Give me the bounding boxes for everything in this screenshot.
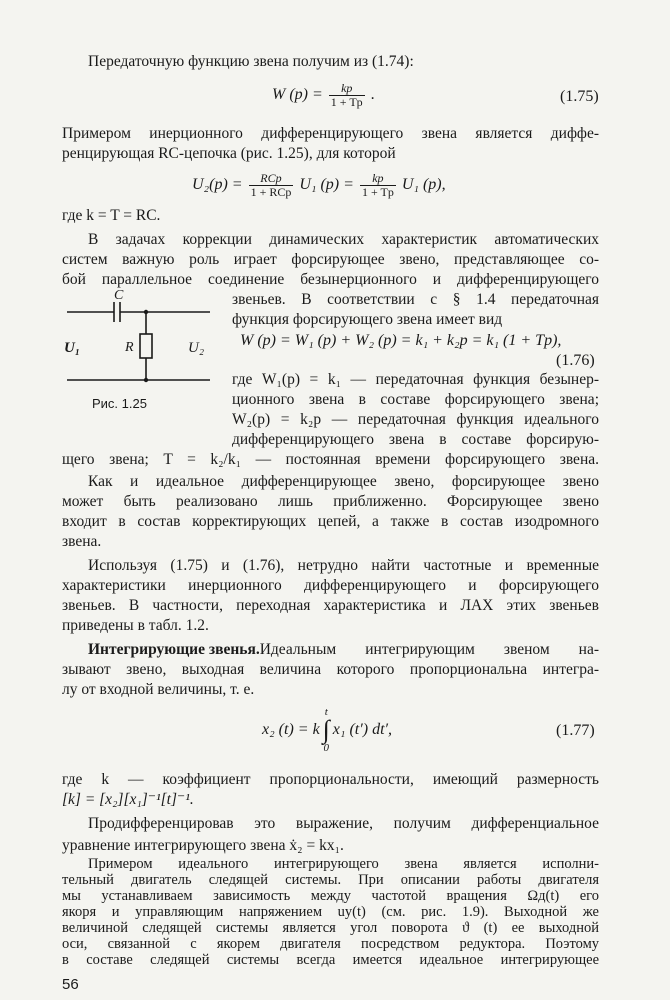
integral-sign: ∫	[322, 715, 330, 744]
para4-line-1: Как и идеальное дифференцирующее звено, форсирующее звено	[88, 473, 599, 490]
eq-rc-frac1-den: 1 + RCp	[250, 185, 292, 199]
para9-line-3: мы устанавливаем зависимость между частотой вращения Ωд(t) его	[62, 888, 599, 904]
eq-rc-mid: U₁ (p) =	[299, 176, 354, 194]
eq-177-upper-limit: t	[324, 706, 328, 718]
para7-line-2: [k] = [x₂][x₁]⁻¹[t]⁻¹.	[62, 791, 194, 808]
para2-line-3: бой параллельное соединение безынерционного и дифференцирующего	[62, 271, 599, 288]
para5-line-4: приведены в табл. 1.2.	[62, 617, 209, 634]
para9-line-6: оси, связанной с якорем двигателя посредством редуктора. Поэтому	[62, 936, 599, 952]
para4-line-3: входит в состав корректирующих цепей, а также в состав изодромного	[62, 513, 599, 530]
page-number: 56	[62, 976, 79, 993]
equation-number-1-76: (1.76)	[556, 352, 595, 369]
equation-number-1-75: (1.75)	[560, 88, 599, 105]
para5-line-2: характеристики инерционного дифференцирующего и форсирующего	[62, 577, 599, 594]
para6-line-3: лу от входной величины, т. е.	[62, 681, 255, 698]
eq-175-numerator: kp	[329, 82, 365, 96]
input-voltage-label: U₁	[64, 340, 81, 356]
eq-rc-frac2-num: kp	[360, 172, 396, 186]
para3-tail-line: щего звена; T = k₂/k₁ — постоянная времени форсирующего звена.	[62, 451, 599, 468]
equation-rc-chain	[192, 172, 446, 199]
eq-rc-lhs: U₂(p) =	[192, 176, 243, 194]
para1-line-1: Примером инерционного дифференцирующего звена является диффе-	[62, 125, 599, 142]
eq-175-lhs: W (p) =	[272, 86, 323, 104]
equation-1-76: W (p) = W₁ (p) + W₂ (p) = k₁ + k₂p = k₁ (1 + Tp),	[240, 332, 562, 349]
para3-right-line-3: W₂(p) = k₂p — передаточная функция идеального	[232, 411, 599, 428]
eq-177-lhs: x₂ (t) = k	[262, 721, 320, 738]
para2-line-2: систем важную роль играет форсирующее звено, представляющее со-	[62, 251, 599, 268]
eq-rc-frac2-den: 1 + Tp	[361, 185, 394, 199]
equation-number-1-77: (1.77)	[556, 722, 595, 739]
para5-line-3: звеньев. В частности, переходная характеристика и ЛАХ этих звеньев	[62, 597, 599, 614]
intro-line: Передаточную функцию звена получим из (1.74):	[88, 53, 414, 70]
para4-line-2: может быть реализовано лишь приближенно. Форсирующее звено	[62, 493, 599, 510]
para2-right-line-2: функция форсирующего звена имеет вид	[232, 311, 503, 328]
eq-175-fraction	[329, 82, 365, 109]
para6-line-1	[88, 640, 599, 660]
para8-line-2: уравнение интегрирующего звена ẋ₂ = kx₁.	[62, 837, 344, 854]
para8-line-1: Продифференцировав это выражение, получим дифференциальное	[88, 815, 599, 832]
eq-rc-fraction-1	[249, 172, 294, 199]
para6-line-2: зывают звено, выходная величина которого пропорциональна интегра-	[62, 661, 599, 678]
resistor-label: R	[125, 340, 134, 355]
eq-rc-frac1-num: RCp	[249, 172, 294, 186]
eq-177-integrand: x₁ (t′) dt′,	[332, 721, 393, 738]
junction-dot-top	[144, 310, 148, 314]
eq-177-lower-limit: 0	[323, 742, 329, 754]
para3-right-line-2: ционного звена в составе форсирующего звена;	[232, 391, 599, 408]
where-line: где k = T = RC.	[62, 207, 161, 224]
resistor-body	[140, 334, 152, 358]
para9-line-1: Примером идеального интегрирующего звена является исполни-	[88, 856, 599, 872]
eq-177-integral	[323, 706, 330, 754]
capacitor-label: C	[114, 290, 124, 303]
para1-line-2: ренцирующая RC-цепочка (рис. 1.25), для которой	[62, 145, 396, 162]
para4-line-4: звена.	[62, 533, 102, 550]
figure-caption: Рис. 1.25	[92, 396, 147, 411]
rc-circuit-diagram	[62, 290, 222, 390]
section-heading-integrating: Интегрирующие звенья.	[88, 641, 260, 658]
para6-line-1-text: Идеальным интегрирующим звеном на-	[259, 641, 599, 658]
para3-right-line-4: дифференцирующего звена в составе форсирую-	[232, 431, 599, 448]
eq-175-denominator: 1 + Tp	[330, 95, 363, 109]
equation-1-77	[262, 706, 392, 754]
para2-line-1: В задачах коррекции динамических характеристик автоматических	[88, 231, 599, 248]
para3-right-line-1: где W₁(p) = k₁ — передаточная функция безынер-	[232, 371, 599, 388]
eq-175-tail: .	[370, 86, 375, 104]
para5-line-1: Используя (1.75) и (1.76), нетрудно найти частотные и временные	[88, 557, 599, 574]
junction-dot-bottom	[144, 378, 148, 382]
para9-line-4: якоря и управляющим напряжением uу(t) (см. рис. 1.9). Выходной же	[62, 904, 599, 920]
eq-rc-tail: U₁ (p),	[401, 176, 446, 194]
para2-right-line-1: звеньев. В соответствии с § 1.4 передаточная	[232, 291, 599, 308]
para7-line-1: где k — коэффициент пропорциональности, имеющий размерность	[62, 771, 599, 788]
eq-rc-fraction-2	[360, 172, 396, 199]
para9-line-7: в составе следящей системы всегда имеется идеальное интегрирующее	[62, 952, 599, 968]
output-voltage-label: U₂	[188, 340, 205, 356]
equation-1-75	[272, 82, 375, 109]
para9-line-2: тельный двигатель следящей системы. При описании работы двигателя	[62, 872, 599, 888]
para9-line-5: величиной следящей системы является угол поворота ϑ (t) ее выходной	[62, 920, 599, 936]
